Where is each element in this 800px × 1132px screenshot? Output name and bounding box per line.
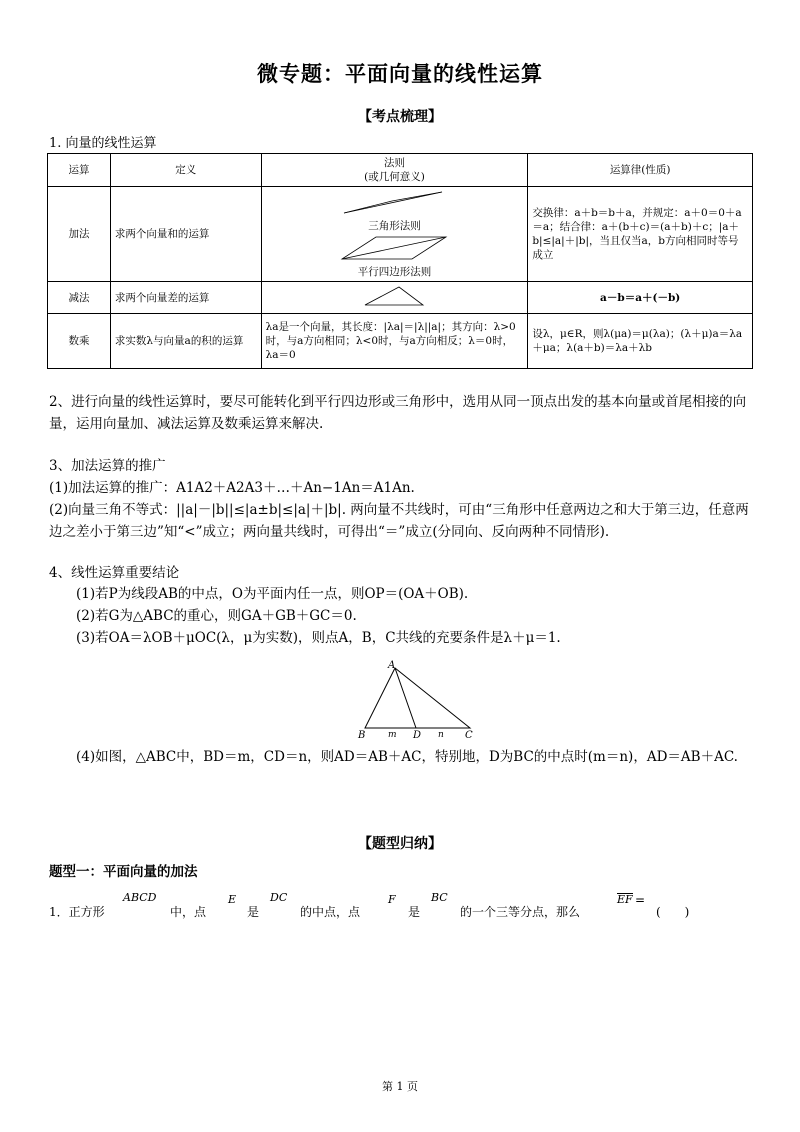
item1-heading: 1. 向量的线性运算 — [49, 136, 157, 151]
header-op: 运算 — [48, 154, 111, 187]
q1-text4: 是 — [408, 905, 421, 919]
q1-text3: 的中点，点 — [300, 905, 361, 919]
q1-text1: 中，点 — [170, 905, 207, 919]
row-mul-def: 求实数λ与向量a的积的运算 — [110, 314, 261, 369]
q1-number: 1．正方形 — [49, 905, 105, 919]
triangle-rule-label: 三角形法则 — [368, 220, 421, 232]
page-title: 微专题：平面向量的线性运算 — [257, 62, 543, 86]
label-m: m — [388, 730, 397, 740]
q1-bc: BC — [431, 891, 448, 904]
q1-e: E — [228, 893, 237, 906]
row-add-op: 加法 — [48, 187, 111, 282]
label-c: C — [465, 730, 473, 740]
type1-heading: 题型一：平面向量的加法 — [49, 864, 198, 880]
item3-2: (2)向量三角不等式：||a|－|b||≤|a±b|≤|a|＋|b|. 两向量不共线时，可由“三角形中任意两边之和大于第三边，任意两边之差小于第三边”知“<”成立；两向量共线时，可得出“＝”成立(分同向、反向两种不同情形). — [49, 502, 749, 540]
linear-operation-table — [47, 153, 753, 369]
triangle-rule-figure — [334, 189, 454, 215]
q1-dc: DC — [270, 891, 288, 904]
header-law: 运算律(性质) — [528, 154, 753, 187]
row-mul-rule: λa是一个向量，其长度：|λa|＝|λ||a|；其方向：λ>0时，与a方向相同；λ<0时，与a方向相反；λ＝0时，λa＝0 — [261, 314, 528, 369]
item3-heading: 3、加法运算的推广 — [49, 458, 166, 474]
q1-abcd: ABCD — [123, 891, 157, 904]
parallelogram-rule-figure — [334, 233, 454, 261]
q1-text5: 的一个三等分点，那么 — [460, 905, 581, 919]
section-heading-review: 【考点梳理】 — [358, 109, 442, 125]
row-sub-op: 减法 — [48, 282, 111, 314]
q1-text2: 是 — [247, 905, 260, 919]
label-a: A — [388, 660, 396, 671]
item4-1: (1)若P为线段AB的中点，O为平面内任一点，则OP＝(OA＋OB). — [76, 586, 469, 602]
q1-f: F — [388, 893, 396, 906]
page-footer: 第 1 页 — [382, 1080, 418, 1093]
header-def: 定义 — [110, 154, 261, 187]
row-add-law: 交换律：a＋b＝b＋a，并规定：a＋0＝0＋a＝a；结合律：a＋(b＋c)＝(a＋b)＋c；|a＋b|≤|a|＋|b|，当且仅当a，b方向相同时等号成立 — [528, 187, 753, 282]
item4-2: (2)若G为△ABC的重心，则GA＋GB＋GC＝0. — [76, 608, 357, 624]
q1-ef: EF — [617, 893, 633, 906]
q1-eq: = — [635, 893, 646, 907]
q1-answer-paren: ( ) — [656, 905, 690, 919]
row-mul-op: 数乘 — [48, 314, 111, 369]
row-sub-def: 求两个向量差的运算 — [110, 282, 261, 314]
item2-text: 2、进行向量的线性运算时，要尽可能转化到平行四边形或三角形中，选用从同一顶点出发的基本向量或首尾相接的向量，运用向量加、减法运算及数乘运算来解决. — [49, 394, 747, 432]
section-heading-types: 【题型归纳】 — [358, 836, 442, 852]
header-rule: 法则 (或几何意义) — [261, 154, 528, 187]
subtraction-figure — [359, 285, 429, 307]
label-d: D — [413, 730, 422, 740]
row-mul-law: 设λ，μ∈R，则λ(μa)＝μ(λa)；(λ＋μ)a＝λa＋μa；λ(a＋b)＝λa＋λb — [528, 314, 753, 369]
row-add-rule — [261, 187, 528, 282]
row-add-def: 求两个向量和的运算 — [110, 187, 261, 282]
triangle-abc-figure — [350, 658, 480, 740]
item3-1: (1)加法运算的推广：A1A2＋A2A3＋…＋An−1An＝A1An. — [49, 480, 415, 496]
item4-4: (4)如图，△ABC中，BD＝m，CD＝n，则AD＝AB＋AC，特别地，D为BC的中点时(m＝n)，AD＝AB＋AC. — [76, 749, 738, 765]
parallelogram-rule-label: 平行四边形法则 — [357, 266, 432, 278]
item4-heading: 4、线性运算重要结论 — [49, 565, 180, 581]
row-sub-rule — [261, 282, 528, 314]
label-b: B — [358, 730, 366, 740]
row-sub-law: a－b＝a＋(－b) — [528, 282, 753, 314]
item4-3: (3)若OA＝λOB＋μOC(λ，μ为实数)，则点A，B，C共线的充要条件是λ＋μ＝1. — [76, 630, 561, 646]
label-n: n — [438, 730, 444, 740]
